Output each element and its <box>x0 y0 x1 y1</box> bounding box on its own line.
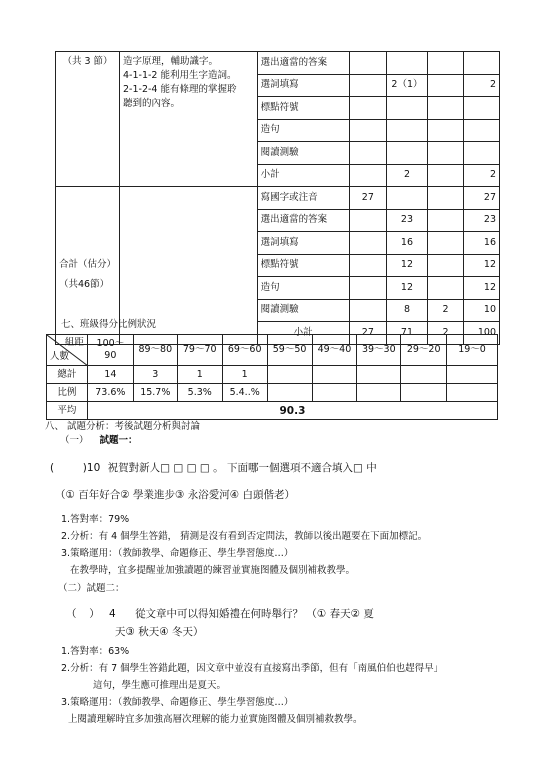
average-row <box>47 402 498 420</box>
ratio-cell: 15.7% <box>133 384 177 402</box>
assessment-spec-body <box>56 52 500 345</box>
total-cell <box>312 366 357 384</box>
spec-col-b: 12 <box>387 277 428 300</box>
total-cell: 14 <box>87 366 133 384</box>
total-cell <box>357 366 401 384</box>
spec-col-c <box>427 209 463 232</box>
range-header: 29～20 <box>401 335 447 366</box>
spec-col-a <box>349 299 387 322</box>
q2-line-3: 這句，學生應可推理出是夏天。 <box>93 680 227 691</box>
spec-col-a: 27 <box>349 187 387 210</box>
spec-col-b <box>387 187 428 210</box>
spec-col-b: 23 <box>387 209 428 232</box>
spec-item: 選出適當的答案 <box>257 209 349 232</box>
spec-col-c: 2 <box>427 322 463 345</box>
spec-item: 造句 <box>257 119 349 142</box>
score-distribution-table <box>46 334 498 420</box>
header-bottom-label: 人數 <box>50 351 70 362</box>
q1-line-3: 3.策略運用：（教師教學、命題修正、學生學習態度…） <box>61 548 294 559</box>
range-header: 49～40 <box>312 335 357 366</box>
ratio-cell <box>401 384 447 402</box>
spec-col-total: 10 <box>464 299 500 322</box>
spec-col-c <box>427 52 463 75</box>
range-header: 100～90 <box>87 335 133 366</box>
spec-item: 寫國字或注音 <box>257 187 349 210</box>
total-cell: 3 <box>133 366 177 384</box>
ratio-cell <box>357 384 401 402</box>
spec-col-b <box>387 97 428 120</box>
spec-col-a <box>349 74 387 97</box>
average-label: 平均 <box>47 402 88 420</box>
header-top-label: 組距 <box>64 337 84 348</box>
spec-col-c <box>427 187 463 210</box>
objective-line: 4-1-1-2 能利用生字造詞。 <box>123 70 237 81</box>
q1-heading-title: 試題一： <box>99 435 138 446</box>
q2-open-paren: （ <box>66 608 77 620</box>
assessment-spec-table <box>55 51 500 345</box>
q1-number: 10 <box>86 462 101 474</box>
q2-close-paren: ） <box>89 608 100 620</box>
spec-col-a <box>349 254 387 277</box>
spec-item: 閱讀測驗 <box>257 299 349 322</box>
spec-col-a <box>349 97 387 120</box>
range-header: 59～50 <box>267 335 312 366</box>
spec-col-total <box>464 52 500 75</box>
spec-col-b <box>387 52 428 75</box>
spec-col-total: 12 <box>464 277 500 300</box>
spec-col-total: 2 <box>464 74 500 97</box>
spec-col-a: 27 <box>349 322 387 345</box>
spec-col-total: 23 <box>464 209 500 232</box>
spec-item: 選詞填寫 <box>257 232 349 255</box>
spec-col-b: 2（1） <box>387 74 428 97</box>
spec-item: 選詞填寫 <box>257 74 349 97</box>
spec-col-b: 2 <box>387 164 428 187</box>
total-cell <box>401 366 447 384</box>
spec-col-total <box>464 119 500 142</box>
total-label-line1: 合計（估分） <box>59 259 117 271</box>
q2-line-5: 上閱讀理解時宜多加強高層次理解的能力並實施图體及個別補救教學。 <box>68 714 363 725</box>
ratio-cell <box>447 384 498 402</box>
q2-stem: 從文章中可以得知婚禮在何時舉行？ （① 春天② 夏 <box>135 608 374 620</box>
spec-col-b: 71 <box>387 322 428 345</box>
spec-row <box>56 187 500 210</box>
spec-col-a <box>349 277 387 300</box>
total-cell: 1 <box>177 366 222 384</box>
q1-options: （① 百年好合② 學業進步③ 永浴愛河④ 白頭偕老） <box>55 489 296 501</box>
q2-line-2: 2.分析：有 7 個學生答錯此題，因文章中並沒有直接寫出季節，但有「南風伯伯也趕得早」 <box>61 663 444 674</box>
spec-col-total <box>464 142 500 165</box>
spec-row <box>56 52 500 75</box>
spec-col-c <box>427 119 463 142</box>
spec-col-c <box>427 254 463 277</box>
q1-stem: 祝賀對新人□ □ □ □ 。 下面哪一個選項不適合填入□ 中 <box>107 462 377 474</box>
spec-item: 造句 <box>257 277 349 300</box>
range-header: 69～60 <box>222 335 267 366</box>
spec-item: 閱讀測驗 <box>257 142 349 165</box>
spec-col-a <box>349 232 387 255</box>
range-header: 89～80 <box>133 335 177 366</box>
spec-col-c: 2 <box>427 299 463 322</box>
range-header-row <box>47 335 498 366</box>
spec-item: 標點符號 <box>257 254 349 277</box>
q2-stem-line <box>66 607 374 621</box>
objective-line: 2-1-2-4 能有條理的掌握聆 <box>123 84 237 95</box>
spec-col-b <box>387 142 428 165</box>
total-cell: 1 <box>222 366 267 384</box>
q2-line-4: 3.策略運用：（教師教學、命題修正、學生學習態度…） <box>61 697 294 708</box>
spec-col-b <box>387 119 428 142</box>
total-cell <box>267 366 312 384</box>
spec-col-total: 100 <box>464 322 500 345</box>
group-label: （共 3 節） <box>56 52 120 187</box>
spec-col-c <box>427 164 463 187</box>
total-label-line2: （共46節） <box>59 279 110 291</box>
ratio-cell: 5.3% <box>177 384 222 402</box>
spec-item: 選出適當的答案 <box>257 52 349 75</box>
ratio-cell: 73.6% <box>87 384 133 402</box>
q2-number: 4 <box>109 608 116 620</box>
spec-col-c <box>427 232 463 255</box>
ratio-row <box>47 384 498 402</box>
ratio-cell <box>267 384 312 402</box>
spec-col-a <box>349 52 387 75</box>
spec-item: 標點符號 <box>257 97 349 120</box>
totals-row <box>47 366 498 384</box>
q1-close-paren: ) <box>82 462 87 474</box>
spec-col-total: 16 <box>464 232 500 255</box>
range-header: 19～0 <box>447 335 498 366</box>
spec-col-total: 27 <box>464 187 500 210</box>
spec-col-total: 12 <box>464 254 500 277</box>
objectives-cell <box>120 52 258 187</box>
q1-heading-num: （一） <box>60 435 89 446</box>
spec-col-c <box>427 142 463 165</box>
spec-item: 小計 <box>257 322 349 345</box>
total-cell <box>447 366 498 384</box>
average-value: 90.3 <box>87 402 497 420</box>
range-header: 39～30 <box>357 335 401 366</box>
q1-open-paren: ( <box>50 462 55 474</box>
spec-col-c <box>427 74 463 97</box>
spec-col-b: 8 <box>387 299 428 322</box>
range-header: 79～70 <box>177 335 222 366</box>
diagonal-header-cell <box>47 335 88 366</box>
spec-col-b: 12 <box>387 254 428 277</box>
section8-title: 八、 試題分析：考後試題分析與討論 <box>45 421 201 432</box>
ratio-label: 比例 <box>47 384 88 402</box>
q1-line-1: 1.答對率：79% <box>61 514 130 525</box>
spec-col-c <box>427 277 463 300</box>
spec-col-c <box>427 97 463 120</box>
ratio-cell: 5.4..% <box>222 384 267 402</box>
spec-item: 小計 <box>257 164 349 187</box>
ratio-cell <box>312 384 357 402</box>
spec-col-total <box>464 97 500 120</box>
q1-heading <box>60 434 138 448</box>
q1-stem-line <box>50 461 377 475</box>
score-distribution-body <box>47 335 498 420</box>
q2-line-1: 1.答對率：63% <box>61 646 130 657</box>
spec-col-a <box>349 119 387 142</box>
q2-stem-2: 天③ 秋天④ 冬天） <box>115 626 204 638</box>
q2-heading: （二）試題二： <box>58 583 125 594</box>
q1-line-2: 2.分析：有 4 個學生答錯， 猜測是沒有看到否定問法，教師以後出題要在下面加標記。 <box>61 531 428 542</box>
section7-title: 七、班級得分比例狀況 <box>61 319 157 330</box>
spec-col-a <box>349 209 387 232</box>
totals-label: 總計 <box>47 366 88 384</box>
objective-line: 聽到的內容。 <box>123 98 181 109</box>
q1-line-4: 在教學時，宜多提醒並加強讀題的練習並實施图體及個別補救教學。 <box>70 565 356 576</box>
spec-col-total: 2 <box>464 164 500 187</box>
objective-line: 造字原理，輔助識字。 <box>123 56 219 67</box>
spec-col-a <box>349 142 387 165</box>
spec-col-b: 16 <box>387 232 428 255</box>
spec-col-a <box>349 164 387 187</box>
